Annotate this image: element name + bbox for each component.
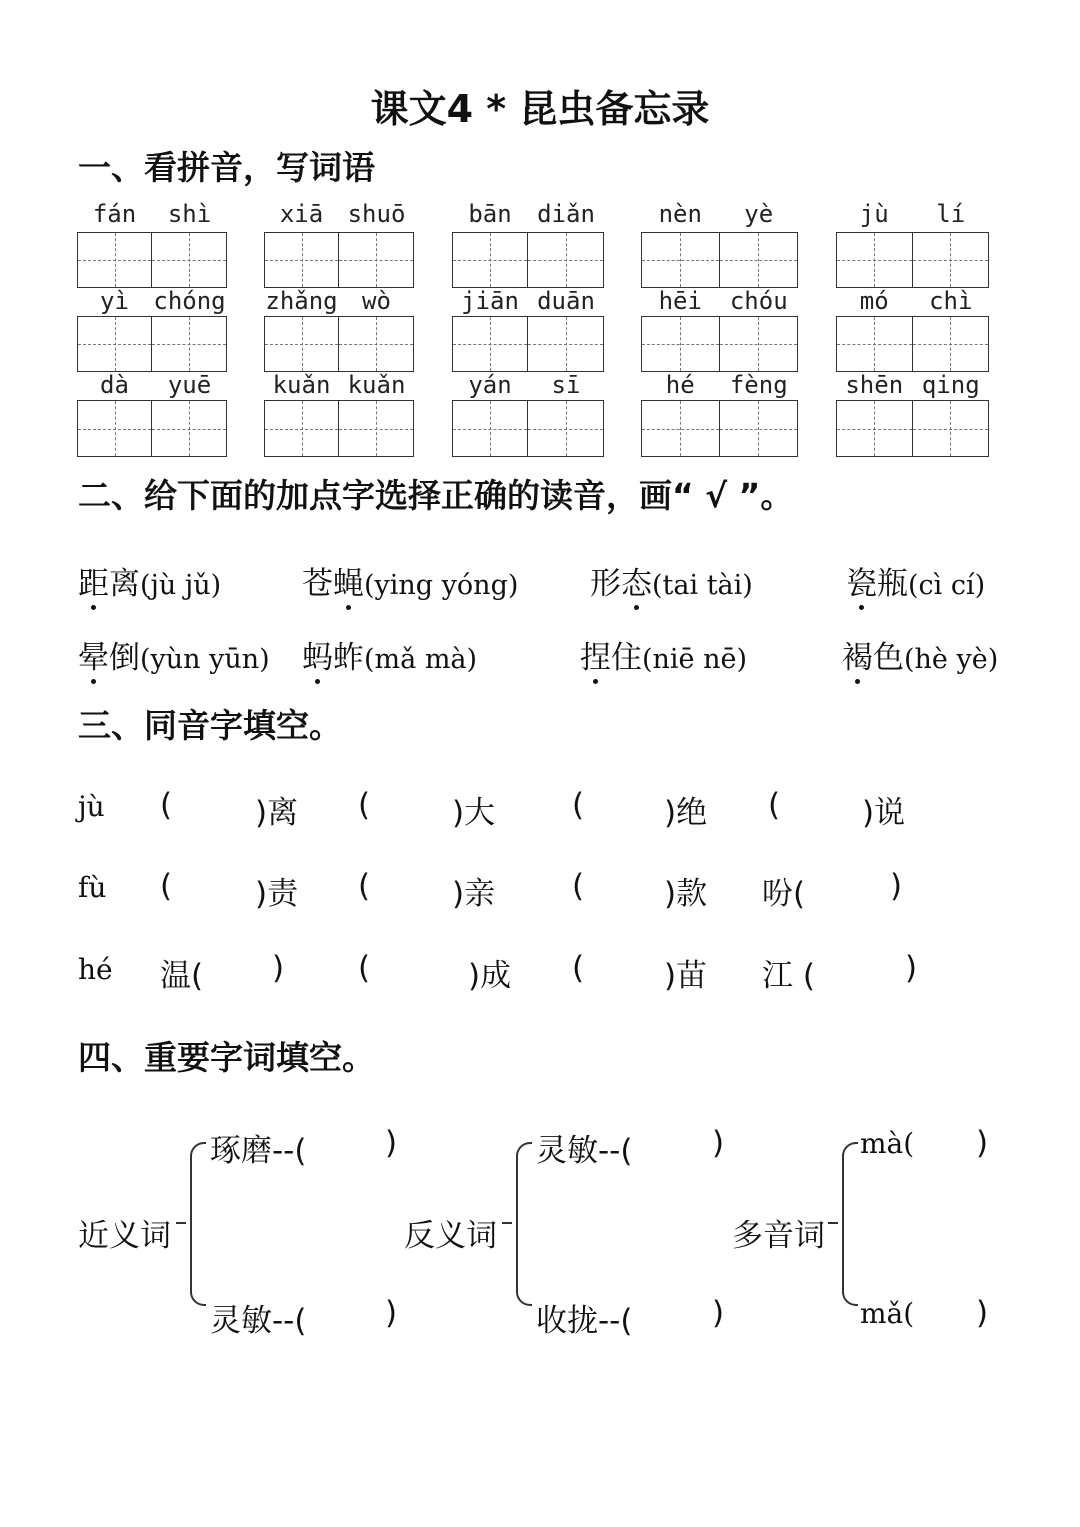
pinyin-syllable: shēn — [845, 371, 904, 399]
pinyin-syllable: yuē — [167, 371, 212, 399]
pinyin-syllable: shuō — [347, 200, 406, 228]
reading-options: (mǎ mà) — [364, 644, 478, 675]
reading-options: (tai tài) — [652, 570, 753, 601]
word-char: 色 — [873, 640, 904, 676]
pinyin-syllable: kuǎn — [347, 371, 406, 399]
writing-cell[interactable] — [720, 401, 798, 456]
reading-item — [580, 632, 747, 677]
polyphone-brace-tip — [828, 1222, 838, 1224]
section-2-heading: 二、给下面的加点字选择正确的读音，画“ √ ”。 — [78, 476, 794, 515]
pinyin-syllable: yán — [468, 371, 512, 399]
dotted-char: 态 — [621, 566, 652, 602]
pinyin-syllable: wò — [362, 287, 391, 315]
polyphone-1: mà( — [860, 1127, 915, 1160]
pinyin-syllable: dà — [100, 371, 129, 399]
writing-cell[interactable] — [642, 317, 720, 371]
writing-cell[interactable] — [913, 317, 989, 371]
synonym-brace-tip — [176, 1222, 186, 1224]
writing-cell[interactable] — [265, 233, 339, 287]
pinyin-syllable: bān — [468, 200, 512, 228]
polyphone-label: 多音词 — [732, 1218, 825, 1254]
word-char: 住 — [611, 640, 642, 676]
writing-cell[interactable] — [339, 401, 413, 456]
homophone-blank: )责 — [255, 876, 299, 912]
homophone-blank: ( — [358, 950, 371, 986]
homophone-blank: ) — [890, 868, 903, 904]
dotted-char: 蝇 — [333, 566, 364, 602]
writing-box[interactable] — [264, 232, 414, 288]
writing-cell[interactable] — [720, 233, 798, 287]
pinyin-syllable: jiān — [461, 287, 519, 315]
homophone-blank: )亲 — [452, 876, 496, 912]
homophone-blank: ) — [272, 950, 285, 986]
reading-options: (ying yóng) — [364, 570, 519, 601]
writing-cell[interactable] — [528, 233, 603, 287]
writing-box[interactable] — [641, 232, 798, 288]
synonym-1-close: ) — [385, 1125, 398, 1161]
pinyin-syllable: shì — [167, 200, 212, 228]
section-3-heading: 三、同音字填空。 — [78, 706, 342, 745]
pinyin-syllable: yè — [744, 200, 774, 228]
writing-cell[interactable] — [720, 317, 798, 371]
word-char: 苍 — [302, 566, 333, 602]
pinyin-syllable: yì — [100, 287, 129, 315]
antonym-label: 反义词 — [404, 1218, 497, 1254]
polyphone-brace — [842, 1142, 858, 1306]
writing-cell[interactable] — [453, 317, 528, 371]
writing-box[interactable] — [452, 400, 604, 457]
pinyin-syllable: nèn — [658, 200, 702, 228]
synonym-1: 琢磨--( — [210, 1133, 307, 1169]
writing-cell[interactable] — [265, 317, 339, 371]
homophone-blank: ( — [572, 868, 585, 904]
homophone-blank: )款 — [664, 876, 708, 912]
homophone-blank: 江 ( — [762, 958, 815, 994]
writing-cell[interactable] — [528, 317, 603, 371]
antonym-brace-tip — [502, 1222, 512, 1224]
homophone-pinyin: jù — [78, 790, 105, 823]
homophone-blank: ( — [160, 868, 173, 904]
reading-options: (niē nē) — [642, 644, 748, 675]
reading-item — [302, 558, 518, 603]
writing-box[interactable] — [264, 316, 414, 372]
page-title: 课文4 * 昆虫备忘录 — [370, 87, 710, 131]
section-4-heading: 四、重要字词填空。 — [78, 1038, 375, 1077]
reading-item — [78, 558, 221, 603]
section-1-heading: 一、看拼音，写词语 — [78, 148, 375, 187]
homophone-blank: ( — [160, 787, 173, 823]
writing-cell[interactable] — [837, 401, 913, 456]
homophone-blank: ( — [358, 868, 371, 904]
writing-box[interactable] — [77, 316, 227, 372]
writing-box[interactable] — [836, 232, 989, 288]
writing-cell[interactable] — [78, 317, 152, 371]
reading-item — [78, 632, 270, 677]
pinyin-syllable: xiā — [279, 200, 324, 228]
writing-cell[interactable] — [642, 233, 720, 287]
dotted-char: 蚂 — [302, 640, 333, 676]
antonym-1-close: ) — [712, 1125, 725, 1161]
writing-cell[interactable] — [152, 401, 226, 456]
writing-box[interactable] — [641, 316, 798, 372]
writing-cell[interactable] — [78, 233, 152, 287]
pinyin-syllable: duān — [537, 287, 595, 315]
antonym-1: 灵敏--( — [536, 1133, 633, 1169]
pinyin-syllable: hé — [665, 371, 695, 399]
homophone-blank: )说 — [862, 795, 906, 831]
reading-options: (hè yè) — [904, 644, 999, 675]
writing-box[interactable] — [836, 316, 989, 372]
homophone-blank: ( — [768, 787, 781, 823]
writing-cell[interactable] — [339, 233, 413, 287]
pinyin-syllable: mó — [859, 287, 889, 315]
writing-box[interactable] — [452, 232, 604, 288]
synonym-brace — [190, 1142, 206, 1306]
pinyin-syllable: sī — [551, 371, 581, 399]
pinyin-syllable: qing — [921, 371, 980, 399]
pinyin-syllable: chì — [929, 287, 973, 315]
writing-cell[interactable] — [913, 401, 989, 456]
homophone-blank: )苗 — [664, 958, 708, 994]
homophone-blank: 吩( — [762, 876, 806, 912]
writing-cell[interactable] — [339, 317, 413, 371]
writing-cell[interactable] — [642, 401, 720, 456]
dotted-char: 晕 — [78, 640, 109, 676]
writing-cell[interactable] — [152, 317, 226, 371]
homophone-blank: )离 — [255, 795, 299, 831]
synonym-label: 近义词 — [78, 1218, 171, 1254]
homophone-blank: )大 — [452, 795, 496, 831]
word-char: 蚱 — [333, 640, 364, 676]
writing-cell[interactable] — [152, 233, 226, 287]
reading-item — [842, 632, 998, 677]
dotted-char: 距 — [78, 566, 109, 602]
word-char: 离 — [109, 566, 140, 602]
pinyin-syllable: fèng — [729, 371, 788, 399]
writing-box[interactable] — [77, 400, 227, 457]
writing-cell[interactable] — [453, 401, 528, 456]
homophone-blank: )绝 — [664, 795, 708, 831]
word-char: 倒 — [109, 640, 140, 676]
reading-options: (cì cí) — [908, 570, 986, 601]
writing-cell[interactable] — [265, 401, 339, 456]
homophone-blank: ) — [905, 950, 918, 986]
writing-cell[interactable] — [913, 233, 989, 287]
writing-box[interactable] — [836, 400, 989, 457]
homophone-blank: ( — [358, 787, 371, 823]
pinyin-syllable: lí — [936, 200, 966, 228]
reading-item — [846, 558, 985, 603]
dotted-char: 捏 — [580, 640, 611, 676]
dotted-char: 褐 — [842, 640, 873, 676]
reading-options: (yùn yūn) — [140, 644, 270, 675]
polyphone-2: mǎ( — [860, 1297, 915, 1330]
writing-box[interactable] — [264, 400, 414, 457]
polyphone-2-close: ) — [976, 1295, 989, 1331]
writing-cell[interactable] — [837, 233, 913, 287]
word-char: 瓶 — [877, 566, 908, 602]
antonym-brace — [516, 1142, 532, 1306]
homophone-blank: 温( — [160, 958, 204, 994]
writing-cell[interactable] — [528, 401, 603, 456]
homophone-blank: ( — [572, 787, 585, 823]
pinyin-syllable: fán — [92, 200, 137, 228]
homophone-blank: ( — [572, 950, 585, 986]
antonym-2: 收拢--( — [536, 1303, 633, 1339]
writing-cell[interactable] — [837, 317, 913, 371]
pinyin-syllable: chóu — [729, 287, 788, 315]
writing-box[interactable] — [452, 316, 604, 372]
reading-options: (jù jǔ) — [140, 570, 222, 601]
pinyin-syllable: diǎn — [537, 200, 595, 228]
writing-box[interactable] — [77, 232, 227, 288]
pinyin-syllable: jù — [859, 200, 889, 228]
synonym-2-close: ) — [385, 1295, 398, 1331]
word-char: 形 — [590, 566, 621, 602]
reading-item — [302, 632, 477, 677]
polyphone-1-close: ) — [976, 1125, 989, 1161]
writing-cell[interactable] — [453, 233, 528, 287]
writing-box[interactable] — [641, 400, 798, 457]
synonym-2: 灵敏--( — [210, 1303, 307, 1339]
antonym-2-close: ) — [712, 1295, 725, 1331]
pinyin-syllable: zhǎng — [265, 287, 338, 315]
reading-item — [590, 558, 753, 603]
writing-cell[interactable] — [78, 401, 152, 456]
pinyin-syllable: chóng — [153, 287, 226, 315]
homophone-blank: )成 — [468, 958, 512, 994]
homophone-pinyin: hé — [78, 953, 113, 986]
pinyin-syllable: kuǎn — [272, 371, 331, 399]
pinyin-syllable: hēi — [658, 287, 702, 315]
dotted-char: 瓷 — [846, 566, 877, 602]
homophone-pinyin: fù — [78, 871, 107, 904]
